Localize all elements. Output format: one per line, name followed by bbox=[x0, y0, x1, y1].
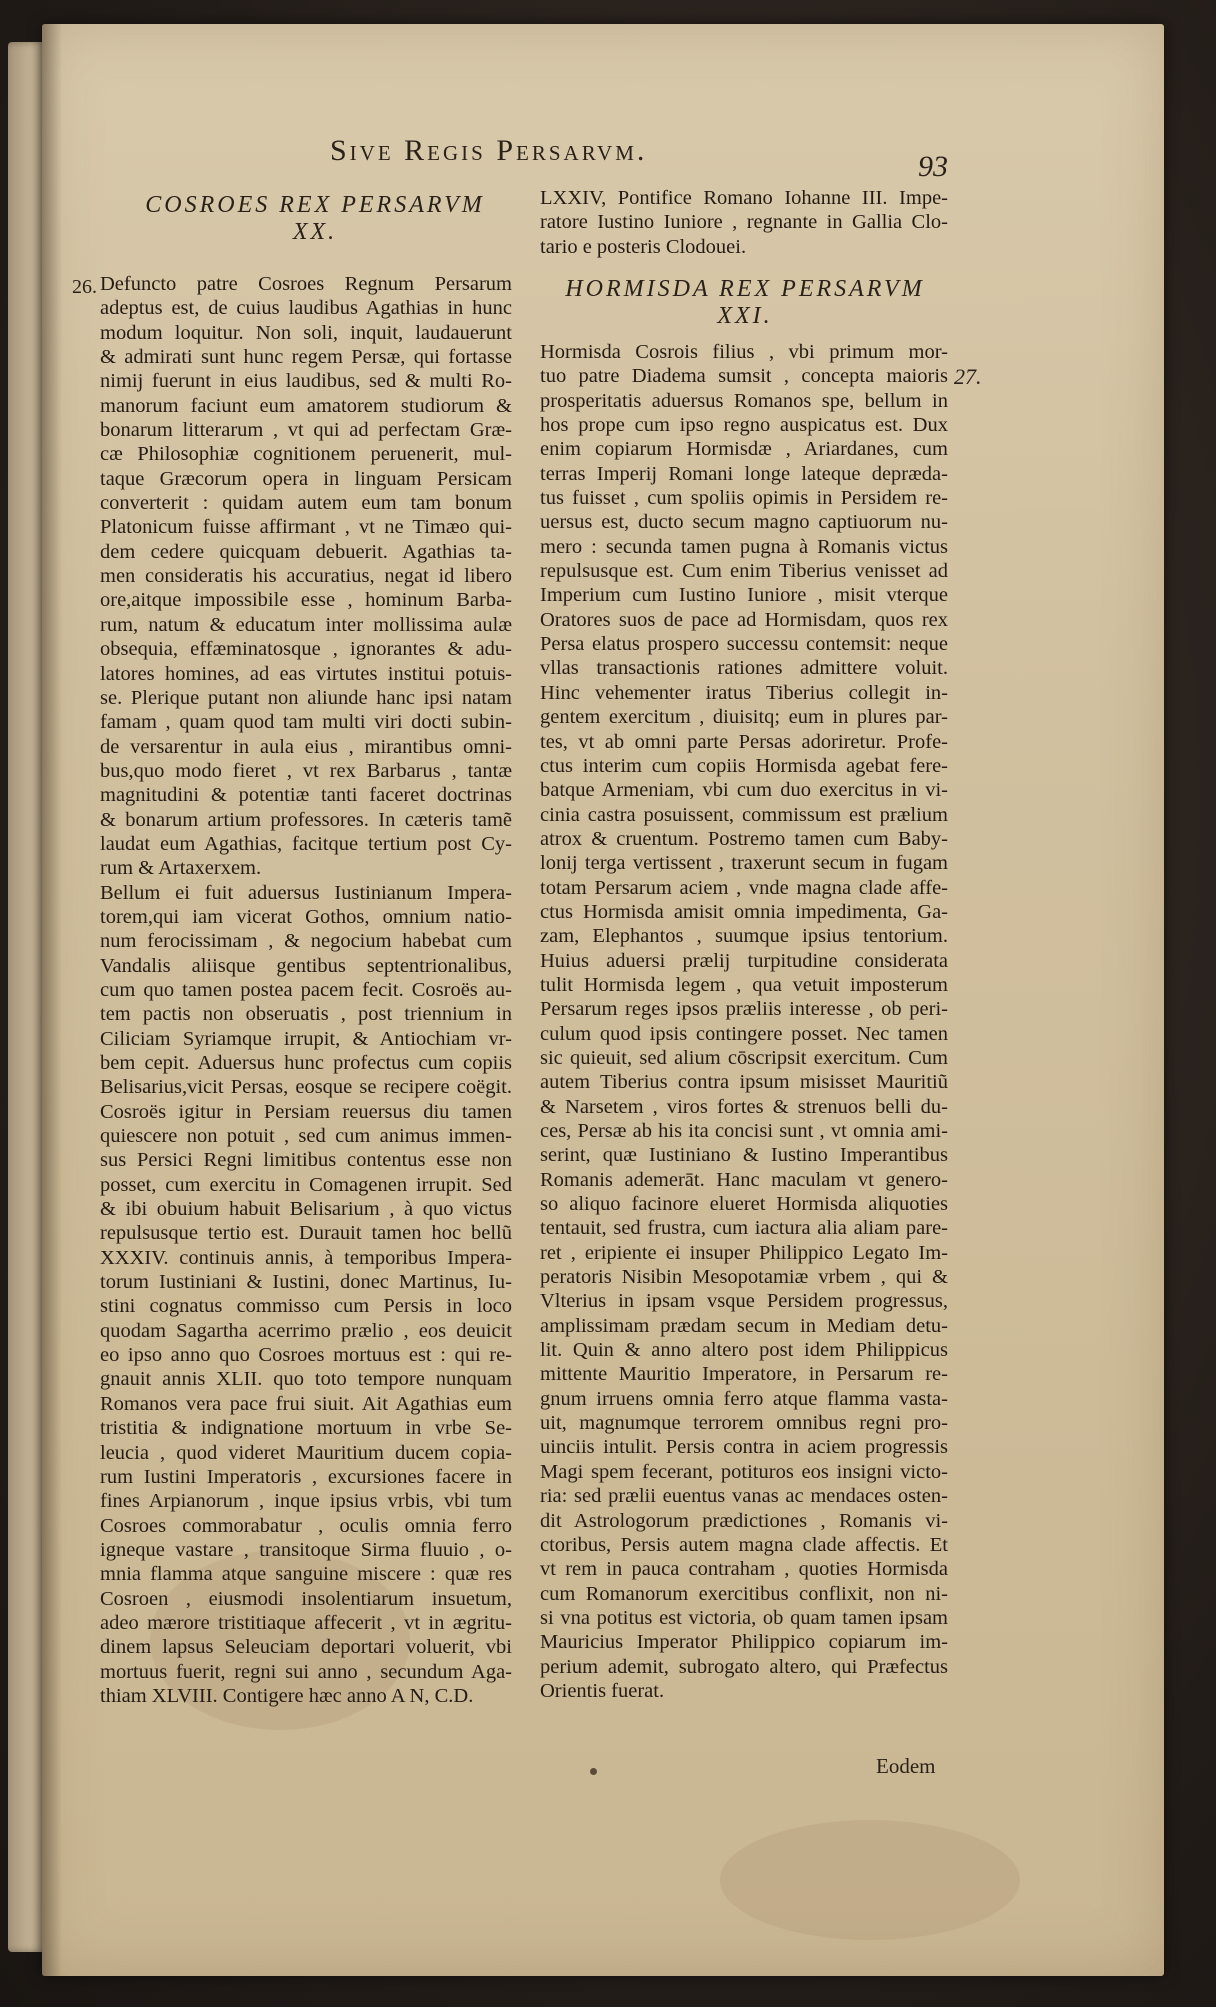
text-line: men consideratis his accuratius, negat id libero bbox=[100, 565, 512, 588]
text-line: Hinc vehementer iratus Tiberius collegit in- bbox=[540, 681, 948, 704]
text-line: totam Persarum aciem , vnde magna clade affe- bbox=[540, 876, 948, 899]
text-line: batque Armeniam, vbi cum duo exercitus in vi- bbox=[540, 779, 948, 802]
section-heading-cosroes bbox=[120, 192, 510, 246]
text-line: Magi spem fecerant, potituros eos insigni victo- bbox=[540, 1460, 948, 1483]
catchword: Eodem bbox=[876, 1754, 936, 1778]
text-line: so aliquo facinore elueret Hormisda aliquoties bbox=[540, 1193, 948, 1216]
heading-numeral: XX. bbox=[292, 219, 338, 245]
text-line: uinciis intulit. Persis contra in aciem progressis bbox=[540, 1436, 948, 1459]
heading-title: HORMISDA REX PERSARVM bbox=[565, 276, 925, 302]
text-line: dinem lapsus Seleuciam deportari voluerit, vbi bbox=[100, 1636, 512, 1659]
paper-stain bbox=[720, 1820, 1020, 1940]
text-line: rum, natum & educatum inter mollissima aulæ bbox=[100, 613, 512, 636]
text-line: ctoribus, Persis autem magna clade affectis. Et bbox=[540, 1533, 948, 1556]
heading-numeral: XXI. bbox=[717, 303, 773, 329]
page-fold-shadow bbox=[42, 24, 62, 1976]
text-line: ces, Persæ ab his ita concisi sunt , vt omnia ami- bbox=[540, 1120, 948, 1142]
text-line: perium ademit, subrogato altero, qui Præfectus bbox=[540, 1655, 948, 1678]
text-line: latores homines, ad eas virtutes institui potuis- bbox=[100, 662, 512, 685]
text-line: Cosroës igitur in Persiam reuersus diu tamen bbox=[100, 1100, 512, 1123]
text-line: vllas transactionis rationes admittere voluit. bbox=[540, 657, 948, 680]
text-line: & admirati sunt hunc regem Persæ, qui fortasse bbox=[100, 346, 512, 369]
text-line: num ferocissimam , & negocium habebat cum bbox=[100, 930, 512, 953]
text-line: Huius aduersi prælij turpitudine considerata bbox=[540, 949, 948, 972]
text-line: & bonarum artium professores. In cæteris tamẽ bbox=[100, 808, 512, 831]
text-line: enim copiarum Hormisdæ , Ariardanes, cum bbox=[540, 438, 948, 461]
section-heading-hormisda bbox=[540, 276, 950, 330]
page-number: 93 bbox=[918, 150, 948, 183]
text-line: gentem exercitum , diuisitq; eum in plures par- bbox=[540, 706, 948, 729]
text-line: bonarum litterarum , vt qui ad perfectam Græ- bbox=[100, 419, 512, 442]
text-line: tem pactis non obseruatis , post triennium in bbox=[100, 1003, 512, 1026]
text-line: Romanos vera pace frui siuit. Ait Agathias eum bbox=[100, 1392, 512, 1415]
text-line: Mauricius Imperator Philippico copiarum im- bbox=[540, 1631, 948, 1654]
text-line: si vna potitus est victoria, ob quam tamen ipsam bbox=[540, 1606, 948, 1629]
text-line: fines Arpianorum , inque ipsius vrbis, vbi tum bbox=[100, 1490, 512, 1513]
text-line: tes, vt ab omni parte Persas adoriretur. Profe- bbox=[540, 730, 948, 753]
text-line: gnauit annis XLII. quo toto tempore nunquam bbox=[100, 1368, 512, 1391]
running-head: Sive Regis Persarvm. bbox=[330, 134, 648, 167]
text-line: & ibi obuium habuit Belisarium , à quo victus bbox=[100, 1198, 512, 1221]
text-line: magnitudini & potentiæ tanti faceret doctrinas bbox=[100, 784, 512, 807]
text-line: tristitia & indignatione mortuum in vrbe Se- bbox=[100, 1417, 512, 1440]
text-line: XXXIV. continuis annis, à temporibus Impera- bbox=[100, 1246, 512, 1269]
text-line: Ciliciam Syriamque irrupit, & Antiochiam vr- bbox=[100, 1027, 512, 1050]
text-line: ria: sed prælii euentus vanas ac mendaces osten- bbox=[540, 1485, 948, 1508]
text-line: obsequia, effæminatosque , ignorantes & adu- bbox=[100, 638, 512, 661]
text-line: stini cognatus commisso cum Persis in loco bbox=[100, 1295, 512, 1318]
text-line: igneque vastare , transitoque Sirma fluuio , o- bbox=[100, 1538, 512, 1561]
text-line: mittente Mauritio Imperatore, in Persarum re- bbox=[540, 1363, 948, 1386]
text-line: quiescere non potuit , sed cum animus immen- bbox=[100, 1125, 512, 1148]
text-line: bem cepit. Aduersus hunc profectus cum copiis bbox=[100, 1052, 512, 1074]
text-line: de versarentur in aula eius , mirantibus omni- bbox=[100, 735, 512, 758]
text-line: eo ipso anno quo Cosroes mortuus est : qui re- bbox=[100, 1344, 512, 1367]
text-line: Cosroen , eiusmodi insolentiarum insuetum, bbox=[100, 1587, 512, 1610]
text-line: adeo mærore tristitiaque affecerit , vt in ægritu- bbox=[100, 1611, 512, 1634]
text-line: gnum irruens omnia ferro atque flamma vasta- bbox=[540, 1387, 948, 1410]
text-line: Imperium cum Iustino Iuniore , misit vterque bbox=[540, 584, 948, 607]
text-line: Orientis fuerat. bbox=[540, 1679, 665, 1702]
text-line: dem cedere quicquam debuerit. Agathias ta- bbox=[100, 540, 512, 563]
text-line: lonij terga vertissent , traxerunt secum in fugam bbox=[540, 852, 948, 875]
text-line: culum quod ipsis contingere posset. Nec tamen bbox=[540, 1022, 948, 1045]
text-line: dit Astrologorum prædictiones , Romanis vi- bbox=[540, 1509, 948, 1532]
text-line: nimij fuerunt in eius laudibus, sed & multi Ro- bbox=[100, 370, 512, 393]
text-line: ret , eripiente ei insuper Philippico Legato Im- bbox=[540, 1241, 948, 1264]
left-text-column bbox=[100, 272, 512, 1708]
text-line: repulsusque est. Cum enim Tiberius venisset ad bbox=[540, 560, 948, 583]
text-line: mnia flamma atque sanguine miscere : quæ res bbox=[100, 1563, 512, 1586]
text-line: Hormisda Cosrois filius , vbi primum mor- bbox=[540, 341, 948, 363]
text-line: uit, magnumque terrorem omnibus regni pro- bbox=[540, 1412, 948, 1435]
text-line: adeptus est, de cuius laudibus Agathias in hunc bbox=[100, 297, 512, 320]
text-line: bus,quo modo fieret , vt rex Barbarus , tantæ bbox=[100, 759, 512, 782]
text-line: vt rem in pauca contraham , quoties Hormisda bbox=[540, 1558, 948, 1581]
text-line: Cosroes commorabatur , oculis omnia ferro bbox=[100, 1514, 512, 1537]
text-line: repulsusque tertio est. Durauit tamen hoc bellũ bbox=[100, 1222, 512, 1245]
text-line: LXXIV, Pontifice Romano Iohanne III. Impe- bbox=[540, 187, 948, 209]
text-line: mero : secunda tamen pugna à Romanis victus bbox=[540, 535, 948, 558]
text-line: Bellum ei fuit aduersus Iustinianum Impera- bbox=[100, 881, 512, 904]
text-line: Defuncto patre Cosroes Regnum Persarum bbox=[100, 273, 512, 295]
text-line: tuo patre Diadema sumsit , concepta maioris bbox=[540, 365, 948, 388]
text-line: laudat eum Agathias, facitque tertium post Cy- bbox=[100, 832, 512, 855]
text-line: Romanis ademerāt. Hanc maculam vt genero- bbox=[540, 1168, 948, 1191]
text-line: rum Iustini Imperatoris , excursiones facere in bbox=[100, 1465, 512, 1488]
text-line: sic quieuit, sed alium cōscripsit exercitum. Cum bbox=[540, 1046, 948, 1069]
text-line: leucia , quod videret Mauritium ducem copia- bbox=[100, 1441, 512, 1464]
text-line: Persarum reges ipsos præliis interesse , ob peri- bbox=[540, 998, 948, 1021]
text-line: & Narsetem , viros fortes & strenuos belli du- bbox=[540, 1095, 948, 1118]
text-line: tus fuisset , cum spoliis opimis in Persidem re- bbox=[540, 487, 948, 510]
right-text-column bbox=[540, 340, 948, 1703]
text-line: ctus Hormisda amisit omnia impedimenta, Ga- bbox=[540, 900, 948, 923]
text-line: thiam XLVIII. Contigere hæc anno A N, C.D. bbox=[100, 1684, 474, 1707]
right-column-continuation bbox=[540, 186, 948, 259]
text-line: famam , quam quod tam multi viri docti subin- bbox=[100, 711, 512, 734]
heading-title: COSROES REX PERSARVM bbox=[145, 192, 485, 218]
text-line: Vandalis aliisque gentibus septentrionalibus, bbox=[100, 954, 512, 977]
text-line: Platonicum fuisse affirmant , vt ne Timæo qui- bbox=[100, 516, 512, 539]
text-line: torem,qui iam vicerat Gothos, omnium natio- bbox=[100, 905, 512, 928]
text-line: prosperitatis aduersus Romanos spe, bellum in bbox=[540, 389, 948, 412]
margin-number-left: 26. bbox=[72, 276, 97, 298]
text-line: hos prope cum ipso regno auspicatus est. Dux bbox=[540, 414, 948, 437]
ornament-dot bbox=[590, 1768, 597, 1775]
text-line: mortuus fuerit, regni sui anno , secundum Aga- bbox=[100, 1660, 512, 1683]
text-line: quodam Sagartha acerrimo prælio , eos deuicit bbox=[100, 1319, 512, 1342]
text-line: cinia castra posuissent, commissum est prælium bbox=[540, 803, 948, 826]
text-line: rum & Artaxerxem. bbox=[100, 857, 262, 880]
text-line: tario e posteris Clodouei. bbox=[540, 235, 747, 258]
text-line: terras Imperij Romani longe lateque deprædа- bbox=[540, 462, 948, 485]
text-line: amplissimam prædam secum in Mediam detu- bbox=[540, 1314, 948, 1337]
text-line: se. Plerique putant non aliunde hanc ipsi natam bbox=[100, 686, 512, 709]
text-line: manorum faciunt eum amatorem studiorum & bbox=[100, 394, 512, 417]
text-line: ratore Iustino Iuniore , regnante in Gallia Clo- bbox=[540, 211, 948, 234]
text-line: ore,aitque impossibile esse , hominum Barba- bbox=[100, 589, 512, 612]
margin-number-right: 27. bbox=[954, 364, 982, 389]
text-line: taque Græcorum opera in linguam Persicam bbox=[100, 467, 512, 490]
text-line: sus Persici Regni limitibus contentus esse non bbox=[100, 1149, 512, 1172]
text-line: Oratores suos de pace ad Hormisdam, quos rex bbox=[540, 608, 948, 631]
text-line: torum Iustiniani & Iustini, donec Martinus, Iu- bbox=[100, 1271, 512, 1294]
text-line: ctus interim cum copiis Hormisda agebat fere- bbox=[540, 754, 948, 777]
text-line: uersus est, ducto secum magno captiuorum nu- bbox=[540, 511, 948, 534]
text-line: cum Romanorum exercitibus conflixit, non ni- bbox=[540, 1582, 948, 1605]
text-line: tentauit, sed frustra, cum iactura alia aliam pare- bbox=[540, 1217, 948, 1240]
text-line: cæ Philosophiæ cognitionem peruenerit, mul- bbox=[100, 443, 512, 466]
text-line: tulit Hormisda legem , qua vetuit imposterum bbox=[540, 973, 948, 996]
text-line: peratoris Nisibin Mesopotamiæ vrbem , qui & bbox=[540, 1266, 948, 1289]
previous-page-edge bbox=[8, 42, 46, 1952]
text-line: Vlterius in ipsam vsque Persidem progressus, bbox=[540, 1290, 948, 1313]
text-line: Belisarius,vicit Persas, eosque se recipere coëgit. bbox=[100, 1076, 512, 1099]
text-line: serint, quæ Iustiniano & Iustino Imperantibus bbox=[540, 1144, 948, 1167]
text-line: zam, Elephantos , suumque ipsius tentorium. bbox=[540, 925, 948, 948]
text-line: cum quo tamen postea pacem fecit. Cosroës au- bbox=[100, 978, 512, 1001]
text-line: modum loquitur. Non soli, inquit, laudauerunt bbox=[100, 321, 512, 344]
text-line: Persa elatus prospero successu contemsit: neque bbox=[540, 633, 948, 656]
text-line: converterit : quidam autem eum tam bonum bbox=[100, 492, 512, 515]
text-line: atrox & cruentum. Postremo tamen cum Baby- bbox=[540, 827, 948, 850]
text-line: autem Tiberius contra ipsum misisset Mauritiũ bbox=[540, 1071, 948, 1094]
text-line: posset, cum exercitu in Comagenen irrupit. Sed bbox=[100, 1173, 512, 1196]
text-line: lit. Quin & anno altero post idem Philippicus bbox=[540, 1339, 948, 1362]
